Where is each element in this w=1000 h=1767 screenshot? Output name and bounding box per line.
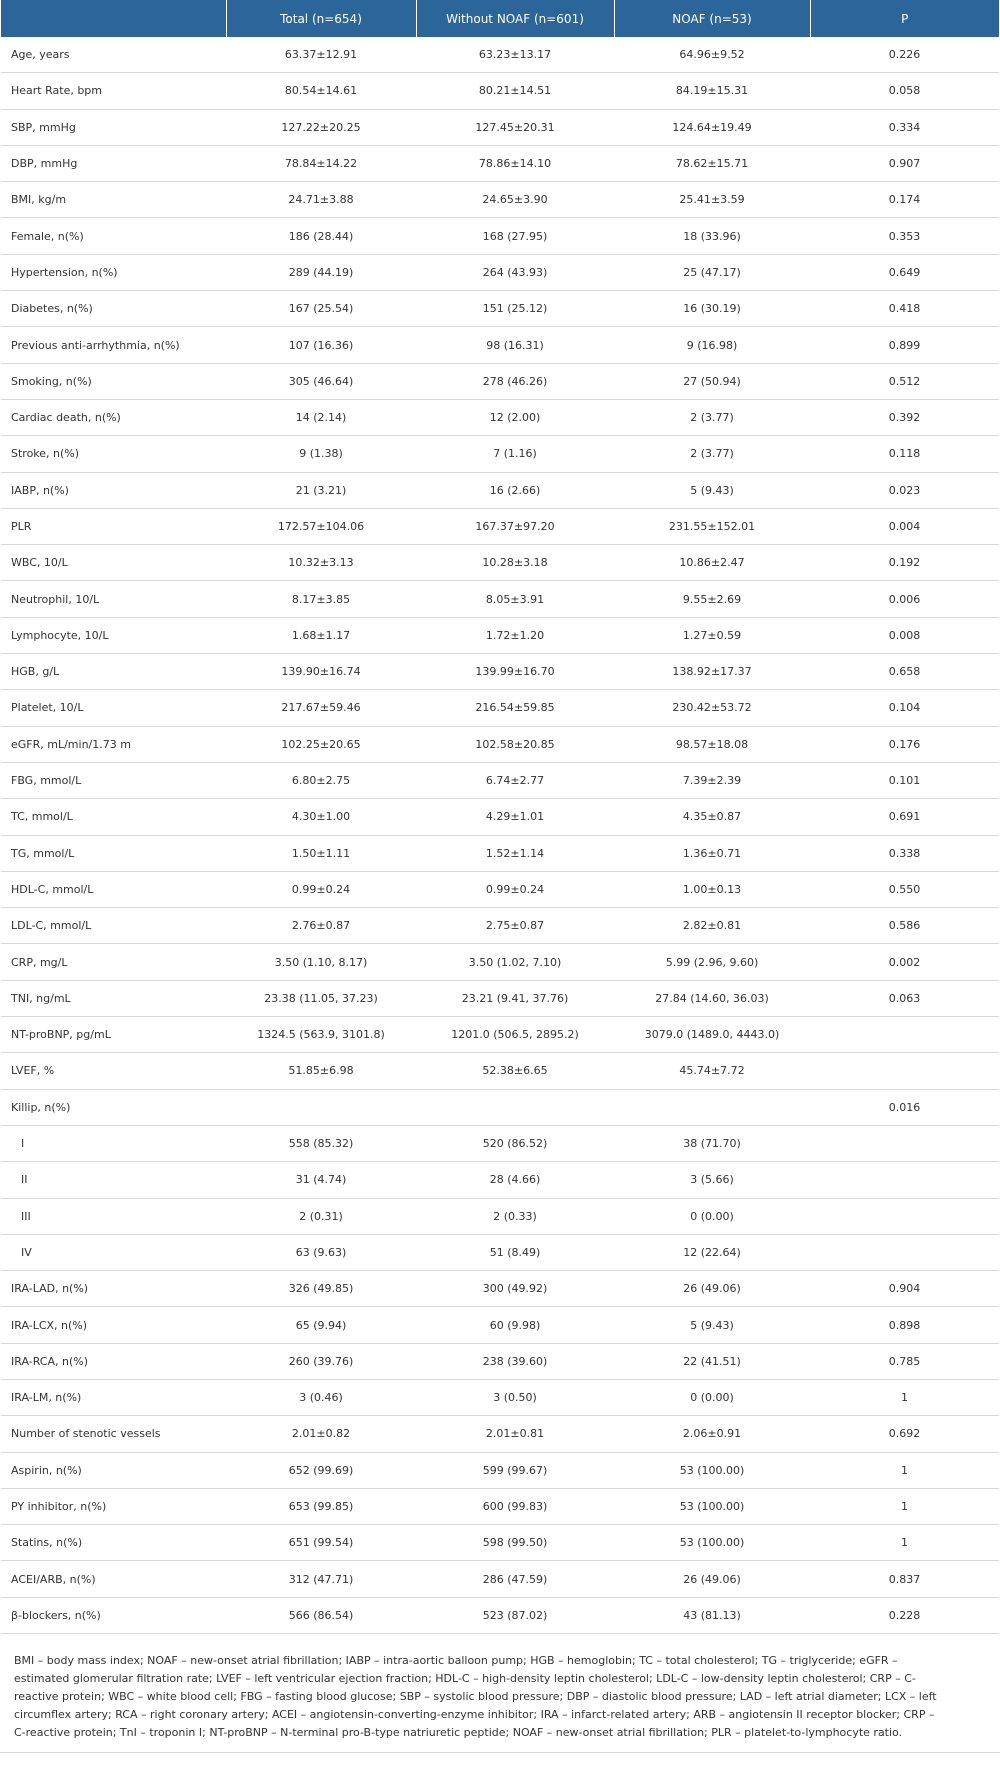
cell-variable: TC, mmol/L [1,799,226,835]
table-row [1,1162,999,1198]
table-row [1,617,999,653]
cell-p-value: 0.691 [810,799,999,835]
cell-total: 107 (16.36) [226,327,416,363]
cell-without-noaf [416,1089,614,1125]
cell-total: 1324.5 (563.9, 3101.8) [226,1017,416,1053]
cell-variable: IRA-LAD, n(%) [1,1271,226,1307]
table-row [1,436,999,472]
cell-total: 127.22±20.25 [226,109,416,145]
cell-total: 65 (9.94) [226,1307,416,1343]
cell-p-value [810,1198,999,1234]
cell-total: 566 (86.54) [226,1597,416,1633]
cell-variable: Diabetes, n(%) [1,291,226,327]
cell-p-value: 0.907 [810,145,999,181]
cell-variable: CRP, mg/L [1,944,226,980]
cell-without-noaf: 98 (16.31) [416,327,614,363]
table-row [1,291,999,327]
table-row [1,399,999,435]
cell-noaf: 25.41±3.59 [614,182,810,218]
cell-without-noaf: 12 (2.00) [416,399,614,435]
cell-variable: Previous anti-arrhythmia, n(%) [1,327,226,363]
footnote-line: estimated glomerular filtration rate; LVEF – left ventricular ejection fraction; HDL-C – high-density leptin cholesterol; LDL-C – low-density leptin cholesterol; CRP – C- [14,1672,916,1685]
cell-p-value: 1 [810,1379,999,1415]
cell-without-noaf: 523 (87.02) [416,1597,614,1633]
footnote-line: circumflex artery; RCA – right coronary artery; ACEI – angiotensin-converting-enzyme inhibitor; IRA – infarct-related artery; ARB – angiotensin II receptor blocker; CRP – [14,1708,935,1721]
cell-p-value: 0.353 [810,218,999,254]
cell-p-value: 0.904 [810,1271,999,1307]
cell-p-value [810,1017,999,1053]
cell-variable: TNI, ng/mL [1,980,226,1016]
cell-noaf: 2.06±0.91 [614,1416,810,1452]
cell-without-noaf: 1.72±1.20 [416,617,614,653]
cell-without-noaf: 23.21 (9.41, 37.76) [416,980,614,1016]
cell-total: 23.38 (11.05, 37.23) [226,980,416,1016]
cell-noaf: 53 (100.00) [614,1488,810,1524]
cell-variable: ACEI/ARB, n(%) [1,1561,226,1597]
cell-noaf: 22 (41.51) [614,1343,810,1379]
table-row [1,472,999,508]
cell-total: 139.90±16.74 [226,654,416,690]
cell-variable: Hypertension, n(%) [1,254,226,290]
cell-p-value: 0.118 [810,436,999,472]
cell-variable: IRA-LCX, n(%) [1,1307,226,1343]
table-row [1,1343,999,1379]
table-row [1,545,999,581]
cell-without-noaf: 24.65±3.90 [416,182,614,218]
cell-total: 186 (28.44) [226,218,416,254]
table-row [1,37,999,73]
cell-variable: FBG, mmol/L [1,762,226,798]
cell-noaf: 7.39±2.39 [614,762,810,798]
cell-without-noaf: 1201.0 (506.5, 2895.2) [416,1017,614,1053]
cell-variable: PLR [1,508,226,544]
cell-noaf: 27.84 (14.60, 36.03) [614,980,810,1016]
cell-variable: HGB, g/L [1,654,226,690]
cell-total [226,1089,416,1125]
cell-total: 558 (85.32) [226,1125,416,1161]
cell-without-noaf: 6.74±2.77 [416,762,614,798]
table-row [1,726,999,762]
cell-noaf: 230.42±53.72 [614,690,810,726]
cell-without-noaf: 60 (9.98) [416,1307,614,1343]
cell-without-noaf: 102.58±20.85 [416,726,614,762]
cell-total: 651 (99.54) [226,1525,416,1561]
table-row [1,1488,999,1524]
cell-total: 80.54±14.61 [226,73,416,109]
cell-noaf: 16 (30.19) [614,291,810,327]
cell-variable: IV [1,1234,226,1270]
cell-p-value: 0.418 [810,291,999,327]
cell-total: 78.84±14.22 [226,145,416,181]
cell-variable: eGFR, mL/min/1.73 m [1,726,226,762]
cell-without-noaf: 168 (27.95) [416,218,614,254]
cell-total: 3.50 (1.10, 8.17) [226,944,416,980]
cell-variable: Number of stenotic vessels [1,1416,226,1452]
cell-variable: Neutrophil, 10/L [1,581,226,617]
cell-total: 652 (99.69) [226,1452,416,1488]
cell-without-noaf: 78.86±14.10 [416,145,614,181]
cell-p-value [810,1162,999,1198]
cell-total: 167 (25.54) [226,291,416,327]
cell-without-noaf: 0.99±0.24 [416,871,614,907]
cell-variable: HDL-C, mmol/L [1,871,226,907]
cell-without-noaf: 598 (99.50) [416,1525,614,1561]
table-row [1,109,999,145]
cell-without-noaf: 3 (0.50) [416,1379,614,1415]
cell-variable: WBC, 10/L [1,545,226,581]
cell-p-value [810,1053,999,1089]
cell-total: 24.71±3.88 [226,182,416,218]
cell-without-noaf: 80.21±14.51 [416,73,614,109]
cell-variable: NT-proBNP, pg/mL [1,1017,226,1053]
cell-p-value: 0.174 [810,182,999,218]
cell-total: 9 (1.38) [226,436,416,472]
cell-variable: III [1,1198,226,1234]
cell-variable: IABP, n(%) [1,472,226,508]
header-cell-noaf: NOAF (n=53) [614,0,810,37]
table-row [1,145,999,181]
footnote-line: reactive protein; WBC – white blood cell; FBG – fasting blood glucose; SBP – systolic blood pressure; DBP – diastolic blood pressure; LAD – left atrial diameter; LCX – left [14,1690,937,1703]
cell-variable: Aspirin, n(%) [1,1452,226,1488]
cell-total: 1.50±1.11 [226,835,416,871]
cell-variable: Statins, n(%) [1,1525,226,1561]
cell-noaf: 1.36±0.71 [614,835,810,871]
cell-noaf: 25 (47.17) [614,254,810,290]
cell-variable: Smoking, n(%) [1,363,226,399]
table-row [1,218,999,254]
cell-total: 305 (46.64) [226,363,416,399]
table-row [1,1379,999,1415]
cell-without-noaf: 2 (0.33) [416,1198,614,1234]
cell-noaf: 1.00±0.13 [614,871,810,907]
cell-p-value: 1 [810,1452,999,1488]
cell-noaf: 27 (50.94) [614,363,810,399]
cell-variable: Female, n(%) [1,218,226,254]
cell-p-value: 0.692 [810,1416,999,1452]
table-row [1,1416,999,1452]
cell-p-value: 0.058 [810,73,999,109]
cell-without-noaf: 28 (4.66) [416,1162,614,1198]
cell-p-value: 0.338 [810,835,999,871]
cell-variable: LDL-C, mmol/L [1,908,226,944]
cell-without-noaf: 599 (99.67) [416,1452,614,1488]
cell-variable: PY inhibitor, n(%) [1,1488,226,1524]
baseline-characteristics-table [1,0,999,1634]
cell-total: 3 (0.46) [226,1379,416,1415]
cell-total: 10.32±3.13 [226,545,416,581]
cell-p-value: 1 [810,1488,999,1524]
header-cell-p-value: P [810,0,999,37]
cell-noaf: 18 (33.96) [614,218,810,254]
header-cell-without-noaf: Without NOAF (n=601) [416,0,614,37]
cell-noaf: 26 (49.06) [614,1561,810,1597]
cell-total: 102.25±20.65 [226,726,416,762]
cell-noaf: 2.82±0.81 [614,908,810,944]
cell-variable: Platelet, 10/L [1,690,226,726]
cell-without-noaf: 216.54±59.85 [416,690,614,726]
cell-noaf: 26 (49.06) [614,1271,810,1307]
table-row [1,654,999,690]
cell-total: 14 (2.14) [226,399,416,435]
cell-p-value: 0.004 [810,508,999,544]
table-footnote [0,1642,1000,1753]
cell-noaf: 1.27±0.59 [614,617,810,653]
cell-noaf: 64.96±9.52 [614,37,810,73]
cell-total: 4.30±1.00 [226,799,416,835]
table-row [1,944,999,980]
table-row [1,762,999,798]
cell-p-value: 0.002 [810,944,999,980]
cell-total: 63.37±12.91 [226,37,416,73]
cell-without-noaf: 2.01±0.81 [416,1416,614,1452]
table-row [1,1234,999,1270]
cell-noaf: 84.19±15.31 [614,73,810,109]
cell-noaf: 5 (9.43) [614,472,810,508]
cell-total: 2.01±0.82 [226,1416,416,1452]
cell-variable: BMI, kg/m [1,182,226,218]
cell-p-value: 0.837 [810,1561,999,1597]
cell-variable: II [1,1162,226,1198]
cell-without-noaf: 238 (39.60) [416,1343,614,1379]
cell-p-value: 0.649 [810,254,999,290]
cell-p-value: 1 [810,1525,999,1561]
table-row [1,73,999,109]
cell-total: 6.80±2.75 [226,762,416,798]
cell-noaf: 3 (5.66) [614,1162,810,1198]
cell-variable: DBP, mmHg [1,145,226,181]
cell-variable: IRA-RCA, n(%) [1,1343,226,1379]
cell-noaf: 53 (100.00) [614,1525,810,1561]
cell-p-value: 0.550 [810,871,999,907]
cell-total: 289 (44.19) [226,254,416,290]
cell-without-noaf: 286 (47.59) [416,1561,614,1597]
table-row [1,871,999,907]
cell-total: 51.85±6.98 [226,1053,416,1089]
cell-without-noaf: 151 (25.12) [416,291,614,327]
cell-variable: Lymphocyte, 10/L [1,617,226,653]
cell-total: 653 (99.85) [226,1488,416,1524]
header-cell-total: Total (n=654) [226,0,416,37]
cell-without-noaf: 51 (8.49) [416,1234,614,1270]
cell-noaf: 138.92±17.37 [614,654,810,690]
cell-total: 8.17±3.85 [226,581,416,617]
cell-variable: IRA-LM, n(%) [1,1379,226,1415]
table-row [1,980,999,1016]
cell-variable: LVEF, % [1,1053,226,1089]
cell-without-noaf: 264 (43.93) [416,254,614,290]
cell-p-value: 0.016 [810,1089,999,1125]
cell-total: 21 (3.21) [226,472,416,508]
cell-without-noaf: 16 (2.66) [416,472,614,508]
cell-noaf: 4.35±0.87 [614,799,810,835]
cell-total: 172.57±104.06 [226,508,416,544]
cell-variable: Killip, n(%) [1,1089,226,1125]
cell-p-value: 0.512 [810,363,999,399]
cell-total: 1.68±1.17 [226,617,416,653]
cell-p-value: 0.176 [810,726,999,762]
cell-without-noaf: 520 (86.52) [416,1125,614,1161]
cell-without-noaf: 63.23±13.17 [416,37,614,73]
cell-noaf: 78.62±15.71 [614,145,810,181]
table-row [1,1271,999,1307]
table-row [1,799,999,835]
cell-noaf: 2 (3.77) [614,399,810,435]
cell-noaf: 5 (9.43) [614,1307,810,1343]
cell-noaf: 0 (0.00) [614,1379,810,1415]
cell-noaf: 231.55±152.01 [614,508,810,544]
cell-total: 2 (0.31) [226,1198,416,1234]
table-row [1,508,999,544]
cell-p-value: 0.104 [810,690,999,726]
cell-p-value: 0.392 [810,399,999,435]
cell-without-noaf: 10.28±3.18 [416,545,614,581]
cell-variable: Cardiac death, n(%) [1,399,226,435]
cell-p-value: 0.658 [810,654,999,690]
cell-variable: TG, mmol/L [1,835,226,871]
cell-variable: Stroke, n(%) [1,436,226,472]
table-header [1,0,999,37]
cell-noaf: 45.74±7.72 [614,1053,810,1089]
table-row [1,1561,999,1597]
cell-total: 0.99±0.24 [226,871,416,907]
cell-p-value [810,1125,999,1161]
cell-p-value: 0.008 [810,617,999,653]
table-row [1,835,999,871]
table-row [1,254,999,290]
cell-p-value: 0.006 [810,581,999,617]
table-row [1,363,999,399]
cell-variable: I [1,1125,226,1161]
cell-total: 260 (39.76) [226,1343,416,1379]
cell-without-noaf: 278 (46.26) [416,363,614,399]
table-row [1,1597,999,1633]
cell-without-noaf: 600 (99.83) [416,1488,614,1524]
cell-without-noaf: 1.52±1.14 [416,835,614,871]
table-row [1,908,999,944]
cell-noaf: 2 (3.77) [614,436,810,472]
cell-total: 312 (47.71) [226,1561,416,1597]
table-row [1,1089,999,1125]
cell-noaf: 38 (71.70) [614,1125,810,1161]
cell-p-value: 0.228 [810,1597,999,1633]
table-row [1,1198,999,1234]
cell-variable: Age, years [1,37,226,73]
cell-without-noaf: 3.50 (1.02, 7.10) [416,944,614,980]
cell-noaf: 9 (16.98) [614,327,810,363]
cell-noaf: 43 (81.13) [614,1597,810,1633]
cell-total: 63 (9.63) [226,1234,416,1270]
table-row [1,581,999,617]
cell-noaf [614,1089,810,1125]
table-row [1,1525,999,1561]
cell-without-noaf: 139.99±16.70 [416,654,614,690]
cell-without-noaf: 52.38±6.65 [416,1053,614,1089]
cell-noaf: 5.99 (2.96, 9.60) [614,944,810,980]
table-row [1,1053,999,1089]
table-row [1,1307,999,1343]
table-row [1,690,999,726]
header-row [1,0,999,37]
table-row [1,1125,999,1161]
cell-without-noaf: 127.45±20.31 [416,109,614,145]
cell-without-noaf: 2.75±0.87 [416,908,614,944]
cell-total: 326 (49.85) [226,1271,416,1307]
cell-p-value: 0.898 [810,1307,999,1343]
cell-p-value: 0.192 [810,545,999,581]
cell-without-noaf: 8.05±3.91 [416,581,614,617]
cell-p-value [810,1234,999,1270]
cell-noaf: 124.64±19.49 [614,109,810,145]
cell-noaf: 53 (100.00) [614,1452,810,1488]
table-row [1,1452,999,1488]
table-row [1,327,999,363]
cell-variable: Heart Rate, bpm [1,73,226,109]
cell-variable: β-blockers, n(%) [1,1597,226,1633]
cell-p-value: 0.023 [810,472,999,508]
cell-without-noaf: 7 (1.16) [416,436,614,472]
cell-total: 217.67±59.46 [226,690,416,726]
cell-p-value: 0.226 [810,37,999,73]
header-cell-variable [1,0,226,37]
cell-variable: SBP, mmHg [1,109,226,145]
cell-p-value: 0.899 [810,327,999,363]
cell-noaf: 98.57±18.08 [614,726,810,762]
cell-total: 31 (4.74) [226,1162,416,1198]
table-row [1,1017,999,1053]
footnote-line: C-reactive protein; TnI – troponin I; NT-proBNP – N-terminal pro-B-type natriuretic peptide; NOAF – new-onset atrial fibrillation; PLR – platelet-to-lymphocyte ratio. [14,1726,903,1739]
footnote-line: BMI – body mass index; NOAF – new-onset atrial fibrillation; IABP – intra-aortic balloon pump; HGB – hemoglobin; TC – total cholesterol; TG – triglyceride; eGFR – [14,1654,898,1667]
cell-p-value: 0.785 [810,1343,999,1379]
cell-without-noaf: 4.29±1.01 [416,799,614,835]
cell-noaf: 3079.0 (1489.0, 4443.0) [614,1017,810,1053]
cell-noaf: 9.55±2.69 [614,581,810,617]
cell-without-noaf: 167.37±97.20 [416,508,614,544]
cell-p-value: 0.101 [810,762,999,798]
cell-noaf: 12 (22.64) [614,1234,810,1270]
cell-noaf: 0 (0.00) [614,1198,810,1234]
table-row [1,182,999,218]
cell-p-value: 0.063 [810,980,999,1016]
cell-total: 2.76±0.87 [226,908,416,944]
table-body [1,37,999,1634]
cell-without-noaf: 300 (49.92) [416,1271,614,1307]
cell-p-value: 0.586 [810,908,999,944]
cell-p-value: 0.334 [810,109,999,145]
cell-noaf: 10.86±2.47 [614,545,810,581]
